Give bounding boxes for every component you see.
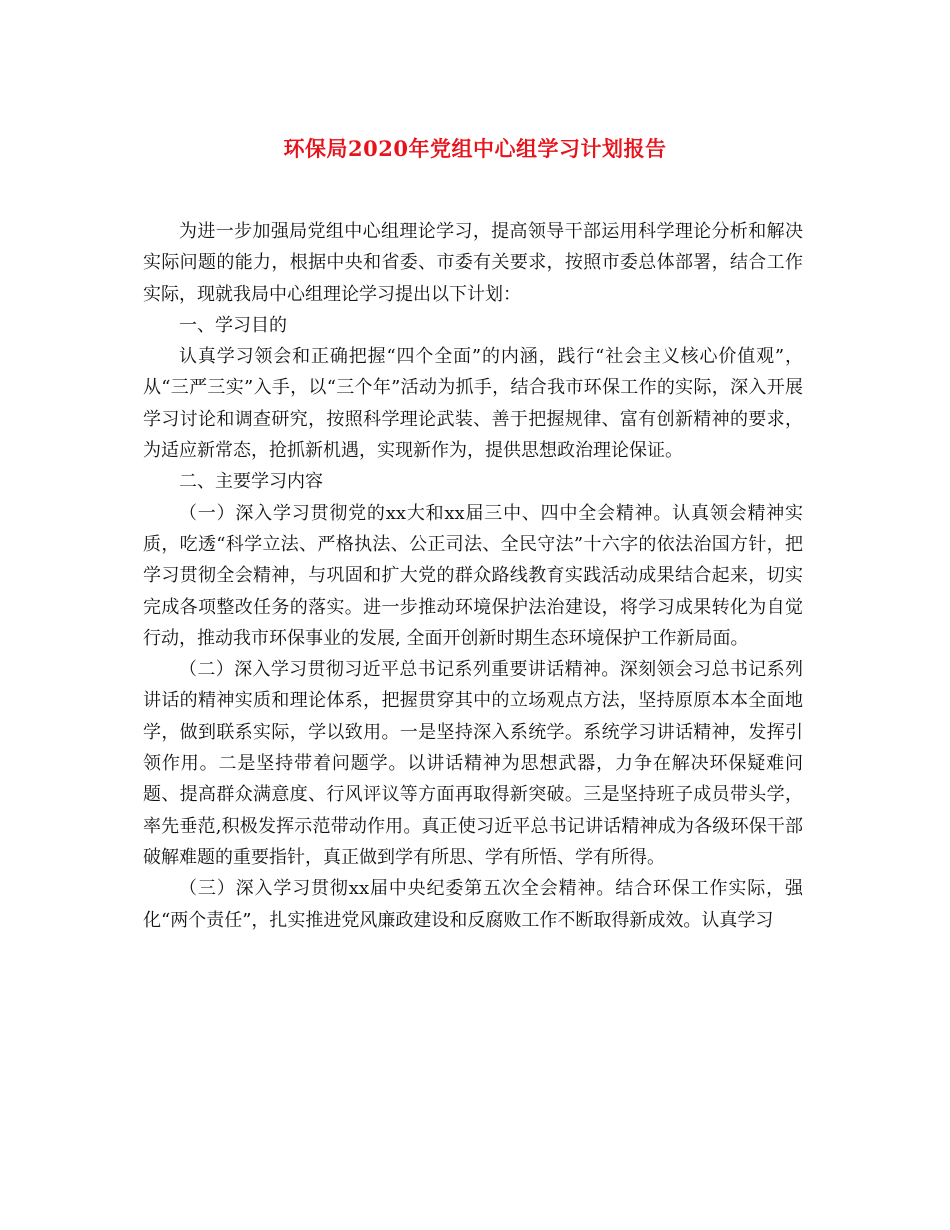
- paragraph-purpose: 认真学习领会和正确把握“四个全面”的内涵，践行“社会主义核心价值观”，从“三严三实”入手，以“三个年”活动为抓手，结合我市环保工作的实际，深入开展学习讨论和调查研究，按照科学理论武装、善于把握规律、富有创新精神的要求，为适应新常态，抢抓新机遇，实现新作为，提供思想政治理论保证。: [143, 346, 803, 462]
- document-body: [143, 216, 803, 936]
- paragraph-item-2: （二）深入学习贯彻习近平总书记系列重要讲话精神。深刻领会习总书记系列讲话的精神实质和理论体系，把握贯穿其中的立场观点方法，坚持原原本本全面地学，做到联系实际，学以致用。一是坚持深入系统学。系统学习讲话精神，发挥引领作用。二是坚持带着问题学。以讲话精神为思想武器，力争在解决环保疑难问题、提高群众满意度、行风评议等方面再取得新突破。三是坚持班子成员带头学，率先垂范,积极发挥示范带动作用。真正使习近平总书记讲话精神成为各级环保干部破解难题的重要指针，真正做到学有所思、学有所悟、学有所得。: [143, 659, 803, 868]
- paragraph-intro: 为进一步加强局党组中心组理论学习，提高领导干部运用科学理论分析和解决实际问题的能力，根据中央和省委、市委有关要求，按照市委总体部署，结合工作实际，现就我局中心组理论学习提出以下计划：: [143, 221, 803, 305]
- section-heading-content: 二、主要学习内容: [179, 471, 323, 493]
- paragraph-item-3: （三）深入学习贯彻xx届中央纪委第五次全会精神。结合环保工作实际，强化“两个责任”，扎实推进党风廉政建设和反腐败工作不断取得新成效。认真学习: [143, 878, 803, 931]
- document-title: 环保局2020年党组中心组学习计划报告: [283, 136, 667, 161]
- paragraph-item-1: （一）深入学习贯彻党的xx大和xx届三中、四中全会精神。认真领会精神实质，吃透“科学立法、严格执法、公正司法、全民守法”十六字的依法治国方针，把学习贯彻全会精神，与巩固和扩大党的群众路线教育实践活动成果结合起来，切实完成各项整改任务的落实。进一步推动环境保护法治建设，将学习成果转化为自觉行动，推动我市环保事业的发展, 全面开创新时期生态环境保护工作新局面。: [143, 502, 803, 649]
- section-heading-purpose: 一、学习目的: [179, 314, 287, 336]
